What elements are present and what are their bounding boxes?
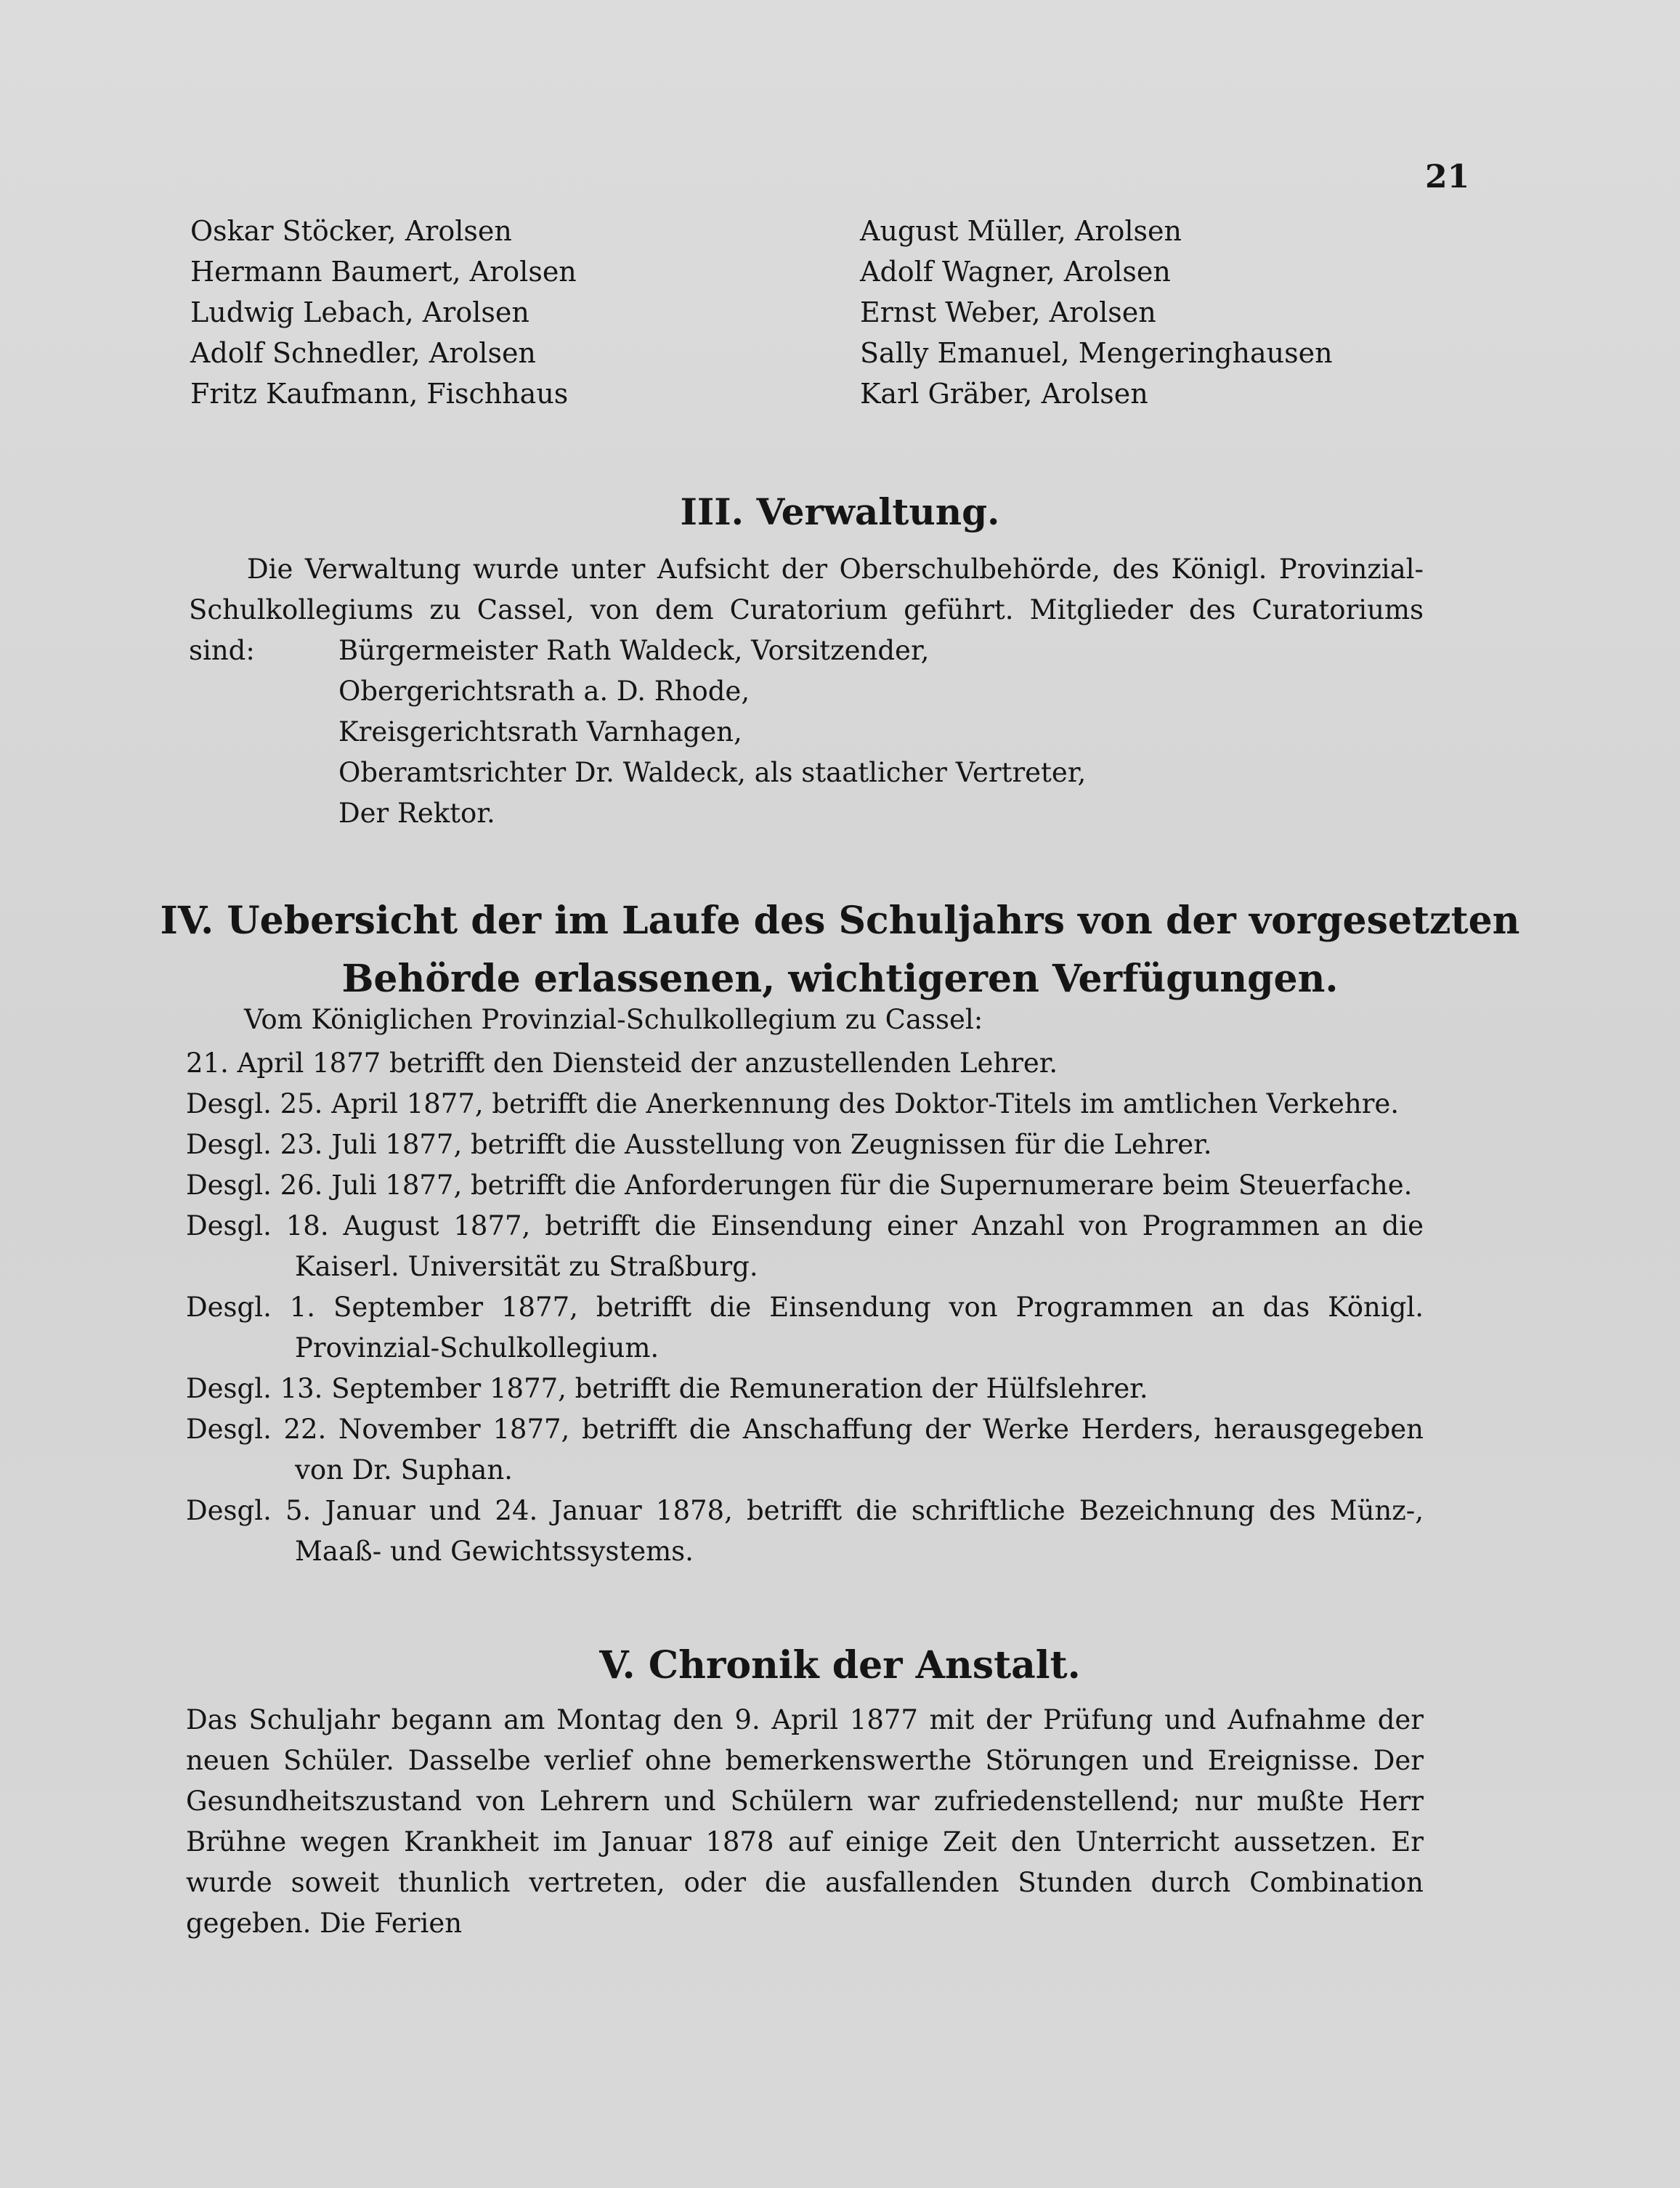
list-item: Adolf Schnedler, Arolsen — [190, 337, 536, 369]
list-item: Bürgermeister Rath Waldeck, Vorsitzender, — [338, 635, 930, 666]
list-item: Der Rektor. — [338, 798, 495, 829]
list-item: Karl Gräber, Arolsen — [860, 378, 1148, 410]
list-item: Ernst Weber, Arolsen — [860, 296, 1156, 328]
decrees-list — [186, 1043, 1424, 1572]
list-item: Desgl. 18. August 1877, betrifft die Einsendung einer Anzahl von Programmen an die Kaiserl. Universität zu Straßburg. — [186, 1210, 1424, 1282]
list-item: Adolf Wagner, Arolsen — [860, 256, 1171, 288]
section-heading-uebersicht — [0, 892, 1680, 1008]
names-column-left — [190, 211, 577, 414]
chronik-paragraph: Das Schuljahr begann am Montag den 9. April 1877 mit der Prüfung und Aufnahme der neuen Schüler. Dasselbe verlief ohne bemerkenswerthe Störungen und Ereignisse. Der Gesundheitszustand von Lehrern und Schülern war zufriedenstellend; nur mußte Herr Brühne wegen Krankheit im Januar 1878 auf einige Zeit den Unterricht aussetzen. Er wurde soweit thunlich vertreten, oder die ausfallenden Stunden durch Combination gegeben. Die Ferien — [186, 1704, 1424, 1939]
list-item: Desgl. 13. September 1877, betrifft die Remuneration der Hülfslehrer. — [186, 1373, 1148, 1404]
list-item: Oskar Stöcker, Arolsen — [190, 215, 512, 247]
list-item: Desgl. 22. November 1877, betrifft die Anschaffung der Werke Herders, herausgegeben von Dr. Suphan. — [186, 1414, 1424, 1486]
list-item: Desgl. 23. Juli 1877, betrifft die Ausstellung von Zeugnissen für die Lehrer. — [186, 1129, 1212, 1160]
list-item: Hermann Baumert, Arolsen — [190, 256, 577, 288]
heading-line: IV. Uebersicht der im Laufe des Schuljahrs von der vorgesetzten — [160, 899, 1520, 943]
verwaltung-paragraph: Die Verwaltung wurde unter Aufsicht der Oberschulbehörde, des Königl. Provinzial-Schulkollegiums zu Cassel, von dem Curatorium geführt. Mitglieder des Curatoriums sind: — [189, 554, 1424, 666]
list-item: Fritz Kaufmann, Fischhaus — [190, 378, 569, 410]
curatorium-members-list — [338, 631, 1086, 834]
list-item: Kreisgerichtsrath Varnhagen, — [338, 716, 742, 747]
list-item: Desgl. 5. Januar und 24. Januar 1878, betrifft die schriftliche Bezeichnung des Münz-, Maaß- und Gewichtssystems. — [186, 1495, 1424, 1567]
decrees-intro: Vom Königlichen Provinzial-Schulkollegium zu Cassel: — [244, 1004, 983, 1035]
heading-line: Behörde erlassenen, wichtigeren Verfügungen. — [341, 957, 1339, 1001]
section-heading-chronik: V. Chronik der Anstalt. — [599, 1643, 1081, 1687]
list-item: Desgl. 25. April 1877, betrifft die Anerkennung des Doktor-Titels im amtlichen Verkehre. — [186, 1088, 1400, 1119]
list-item: Sally Emanuel, Mengeringhausen — [860, 337, 1333, 369]
student-names-list — [190, 211, 1425, 421]
section-heading-verwaltung: III. Verwaltung. — [680, 490, 1000, 533]
list-item: Desgl. 1. September 1877, betrifft die Einsendung von Programmen an das Königl. Provinzial-Schulkollegium. — [186, 1292, 1424, 1364]
list-item: August Müller, Arolsen — [860, 215, 1182, 247]
page-number: 21 — [1425, 158, 1470, 195]
list-item: 21. April 1877 betrifft den Diensteid der anzustellenden Lehrer. — [186, 1048, 1058, 1079]
names-column-right — [860, 211, 1333, 414]
list-item: Obergerichtsrath a. D. Rhode, — [338, 676, 750, 707]
list-item: Desgl. 26. Juli 1877, betrifft die Anforderungen für die Supernumerare beim Steuerfache. — [186, 1170, 1413, 1201]
list-item: Oberamtsrichter Dr. Waldeck, als staatlicher Vertreter, — [338, 757, 1087, 788]
list-item: Ludwig Lebach, Arolsen — [190, 296, 529, 328]
